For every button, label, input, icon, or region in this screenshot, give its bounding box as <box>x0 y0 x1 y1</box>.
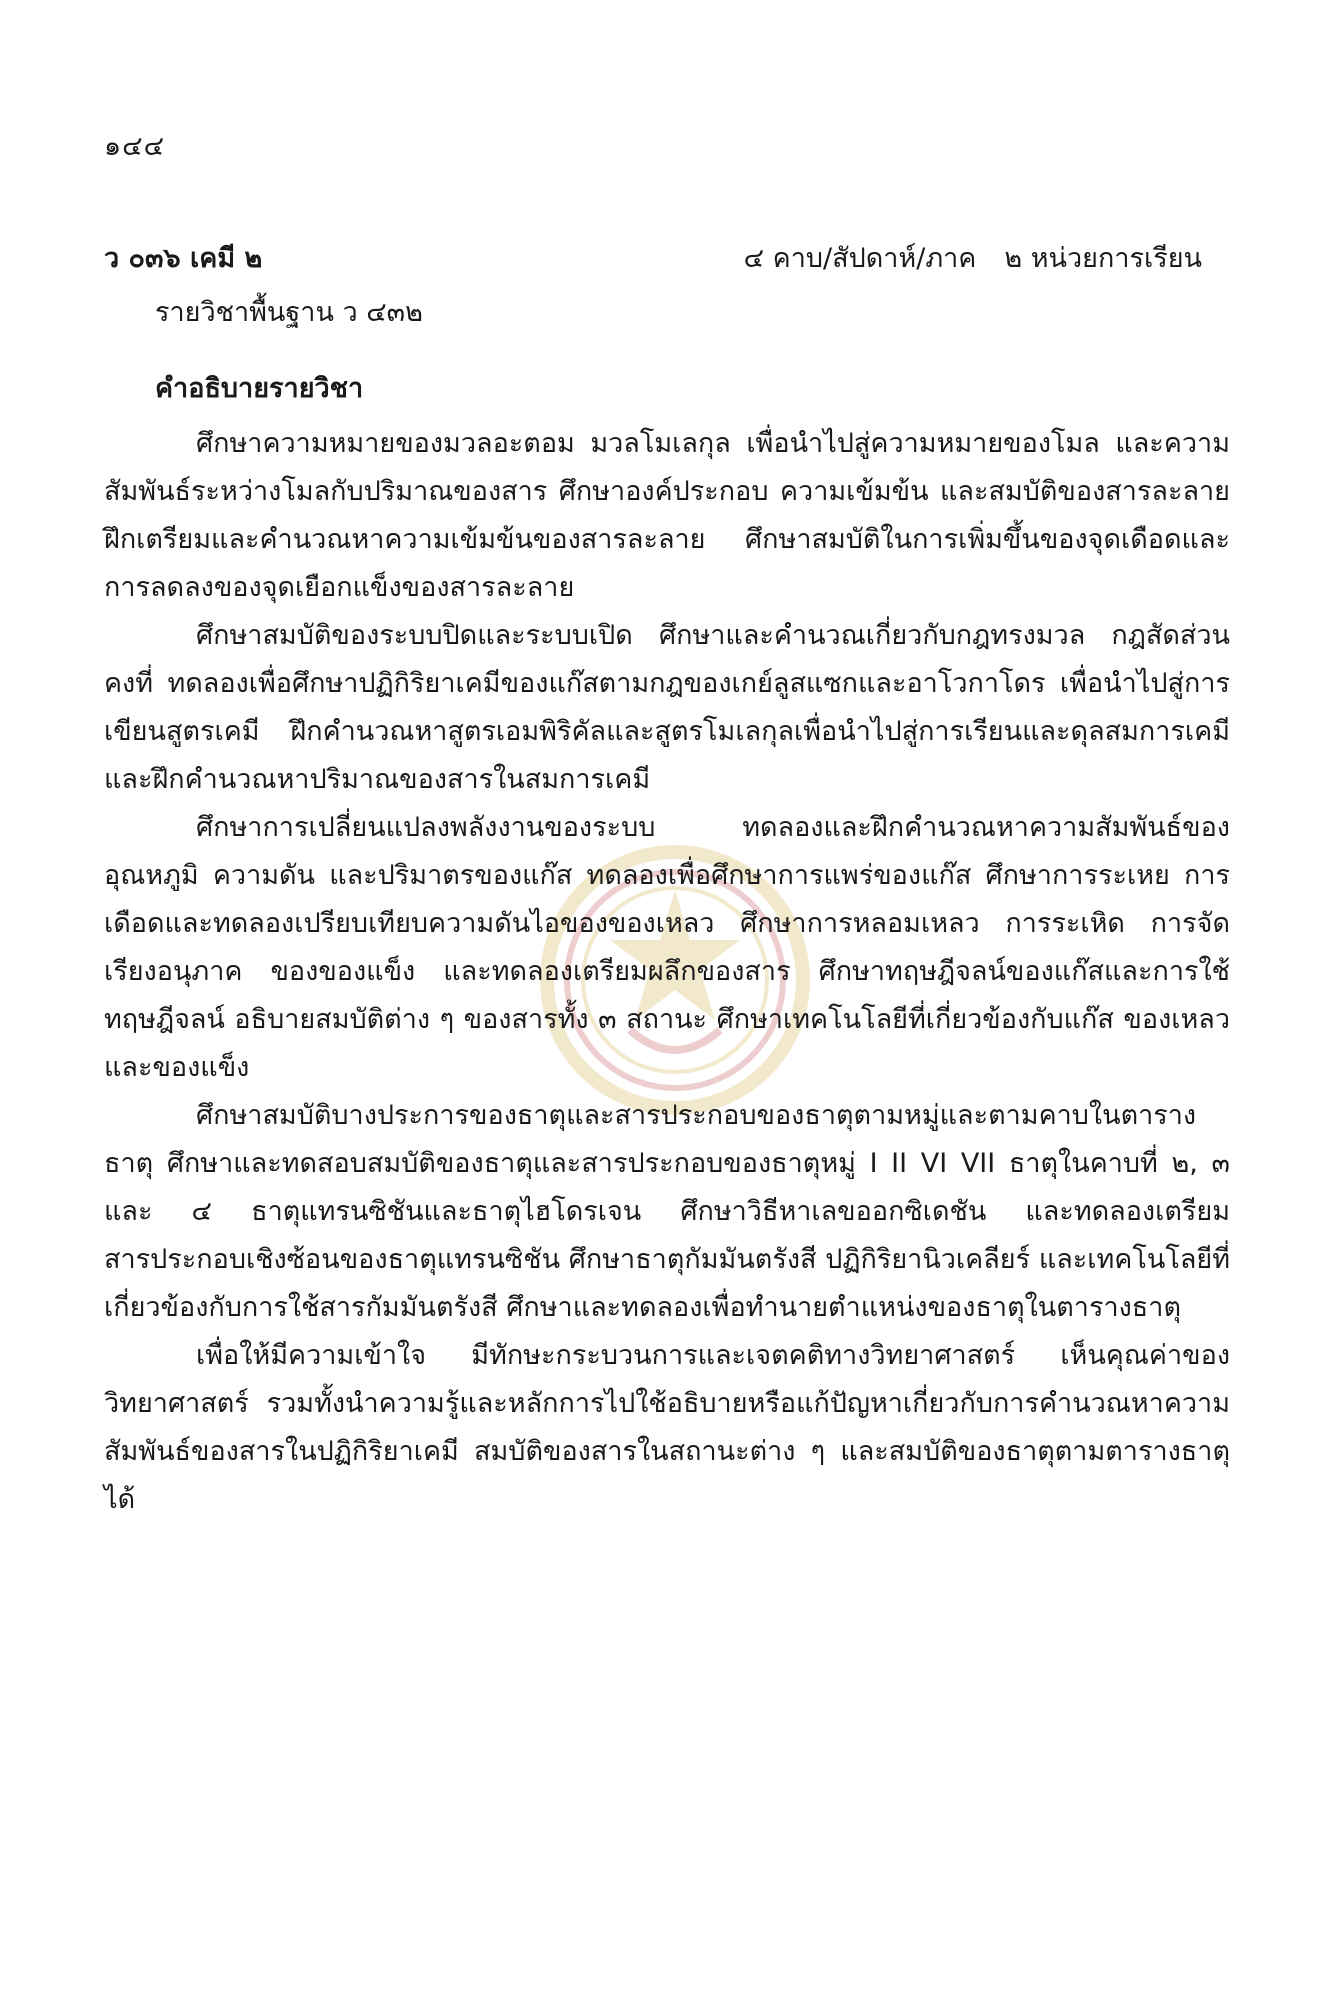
course-code-title: ว ๐๓๖ เคมี ๒ <box>104 243 263 274</box>
course-credits: ๒ หน่วยการเรียน <box>1004 243 1202 274</box>
description-paragraph: ศึกษาสมบัติของระบบปิดและระบบเปิด ศึกษาและคำนวณเกี่ยวกับกฎทรงมวล กฎสัดส่วนคงที่ ทดลองเพื่อศึกษาปฏิกิริยาเคมีของแก๊สตามกฎของเกย์ลูสแซกและอาโวกาโดร เพื่อนำไปสู่การเขียนสูตรเคมี ฝึกคำนวณหาสูตรเอมพิริคัลและสูตรโมเลกุลเพื่อนำไปสู่การเรียนและดุลสมการเคมีและฝึกคำนวณหาปริมาณของสารในสมการเคมี <box>104 620 1230 795</box>
description-paragraph: ศึกษาสมบัติบางประการของธาตุและสารประกอบของธาตุตามหมู่และตามคาบในตารางธาตุ ศึกษาและทดสอบสมบัติของธาตุและสารประกอบของธาตุหมู่ I II VI VII ธาตุในคาบที่ ๒, ๓ และ ๔ ธาตุแทรนซิชันและธาตุไฮโดรเจน ศึกษาวิธีหาเลขออกซิเดชัน และทดลองเตรียมสารประกอบเชิงซ้อนของธาตุแทรนซิชัน ศึกษาธาตุกัมมันตรังสี ปฏิกิริยานิวเคลียร์ และเทคโนโลยีที่เกี่ยวข้องกับการใช้สารกัมมันตรังสี ศึกษาและทดลองเพื่อทำนายตำแหน่งของธาตุในตารางธาตุ <box>104 1100 1230 1323</box>
description-paragraph: ศึกษาการเปลี่ยนแปลงพลังงานของระบบ ทดลองและฝึกคำนวณหาความสัมพันธ์ของอุณหภูมิ ความดัน และปริมาตรของแก๊ส ทดลองเพื่อศึกษาการแพร่ของแก๊ส ศึกษาการระเหย การเดือดและทดลองเปรียบเทียบความดันไอของของเหลว ศึกษาการหลอมเหลว การระเหิด การจัดเรียงอนุภาค ของของแข็ง และทดลองเตรียมผลึกของสาร ศึกษาทฤษฎีจลน์ของแก๊สและการใช้ทฤษฎีจลน์ อธิบายสมบัติต่าง ๆ ของสารทั้ง ๓ สถานะ ศึกษาเทคโนโลยีที่เกี่ยวข้องกับแก๊ส ของเหลว และของแข็ง <box>104 812 1230 1083</box>
course-description <box>104 420 1230 1524</box>
course-prerequisite: รายวิชาพื้นฐาน ว ๔๓๒ <box>155 297 423 328</box>
page-number: ๑๔๔ <box>104 131 166 162</box>
section-heading: คำอธิบายรายวิชา <box>155 373 364 404</box>
course-periods: ๔ คาบ/สัปดาห์/ภาค <box>743 243 977 274</box>
course-hours-credits <box>744 236 1202 279</box>
description-paragraph: ศึกษาความหมายของมวลอะตอม มวลโมเลกุล เพื่อนำไปสู่ความหมายของโมล และความสัมพันธ์ระหว่างโมลกับปริมาณของสาร ศึกษาองค์ประกอบ ความเข้มข้น และสมบัติของสารละลาย ฝึกเตรียมและคำนวณหาความเข้มข้นของสารละลาย ศึกษาสมบัติในการเพิ่มขึ้นของจุดเดือดและการลดลงของจุดเยือกแข็งของสารละลาย <box>104 428 1230 603</box>
description-paragraph: เพื่อให้มีความเข้าใจ มีทักษะกระบวนการและเจตคติทางวิทยาศาสตร์ เห็นคุณค่าของวิทยาศาสตร์ รวมทั้งนำความรู้และหลักการไปใช้อธิบายหรือแก้ปัญหาเกี่ยวกับการคำนวณหาความสัมพันธ์ของสารในปฏิกิริยาเคมี สมบัติของสารในสถานะต่าง ๆ และสมบัติของธาตุตามตารางธาตุได้ <box>104 1340 1230 1515</box>
